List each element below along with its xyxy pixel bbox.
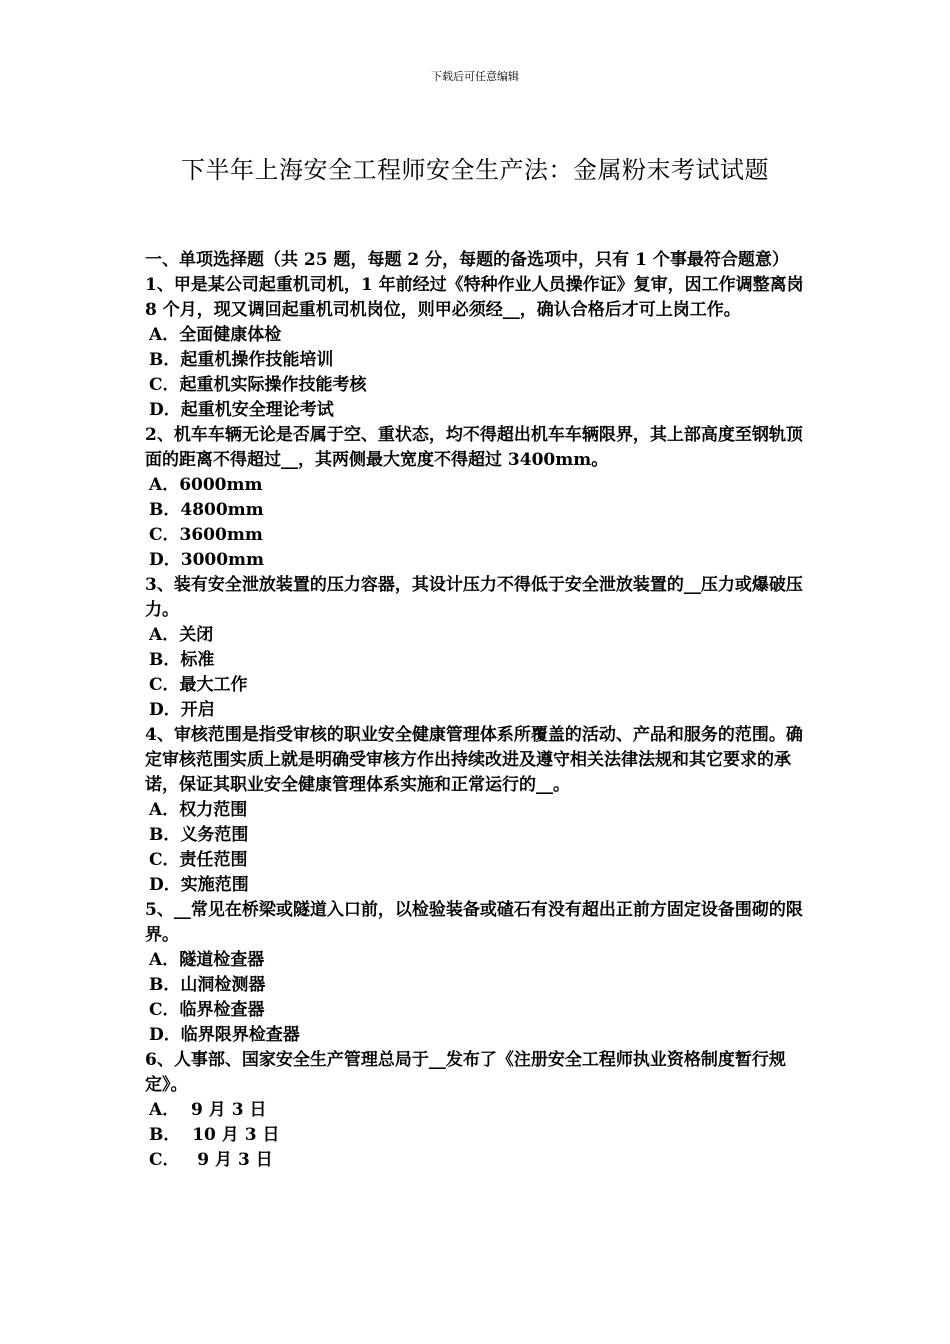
option-c: C．责任范围: [149, 850, 248, 870]
question-text: 6、人事部、国家安全生产管理总局于__发布了《注册安全工程师执业资格制度暂行规定》。: [145, 1050, 786, 1095]
question-text: 1、甲是某公司起重机司机，1 年前经过《特种作业人员操作证》复审，因工作调整离岗 8 个月，现又调回起重机司机岗位，则甲必须经__，确认合格后才可上岗工作。: [145, 275, 804, 320]
option-a: A．权力范围: [149, 800, 248, 820]
option-d: D．起重机安全理论考试: [149, 400, 334, 420]
question-3: [145, 573, 810, 723]
option-b: B． 10 月 3 日: [149, 1125, 280, 1145]
option-a: A．全面健康体检: [149, 325, 282, 345]
question-6: [145, 1048, 810, 1173]
question-4: [145, 723, 810, 898]
option-a: A．隧道检查器: [149, 950, 265, 970]
question-1: [145, 273, 810, 423]
question-2: [145, 423, 810, 573]
option-d: D．开启: [149, 700, 215, 720]
option-b: B．4800mm: [149, 500, 264, 520]
option-c: C． 9 月 3 日: [149, 1150, 273, 1170]
option-d: D．临界限界检查器: [149, 1025, 300, 1045]
question-text: 3、装有安全泄放装置的压力容器，其设计压力不得低于安全泄放装置的__压力或爆破压力。: [145, 575, 803, 620]
page-title: 下半年上海安全工程师安全生产法：金属粉末考试试题: [181, 156, 769, 184]
document-body: [145, 248, 810, 1173]
option-a: A．关闭: [149, 625, 214, 645]
option-b: B．义务范围: [149, 825, 249, 845]
option-c: C．3600mm: [149, 525, 263, 545]
option-b: B．起重机操作技能培训: [149, 350, 334, 370]
question-text: 5、__常见在桥梁或隧道入口前，以检验装备或碴石有没有超出正前方固定设备围砌的限界。: [145, 900, 803, 945]
option-a: A． 9 月 3 日: [149, 1100, 267, 1120]
option-a: A．6000mm: [149, 475, 263, 495]
option-d: D．3000mm: [149, 550, 265, 570]
option-d: D．实施范围: [149, 875, 249, 895]
section-heading: 一、单项选择题（共 25 题，每题 2 分，每题的备选项中，只有 1 个事最符合题意）: [145, 250, 789, 270]
option-c: C．起重机实际操作技能考核: [149, 375, 367, 395]
option-c: C．临界检查器: [149, 1000, 265, 1020]
question-text: 2、机车车辆无论是否属于空、重状态，均不得超出机车车辆限界，其上部高度至钢轨顶面的距离不得超过__，其两侧最大宽度不得超过 3400mm。: [145, 425, 803, 470]
question-text: 4、审核范围是指受审核的职业安全健康管理体系所覆盖的活动、产品和服务的范围。确定审核范围实质上就是明确受审核方作出持续改进及遵守相关法律法规和其它要求的承诺，保证其职业安全健康管理体系实施和正常运行的__。: [145, 725, 803, 795]
option-b: B．标准: [149, 650, 215, 670]
question-5: [145, 898, 810, 1048]
option-b: B．山洞检测器: [149, 975, 266, 995]
option-c: C．最大工作: [149, 675, 248, 695]
header-note: 下载后可任意编辑: [431, 70, 519, 83]
